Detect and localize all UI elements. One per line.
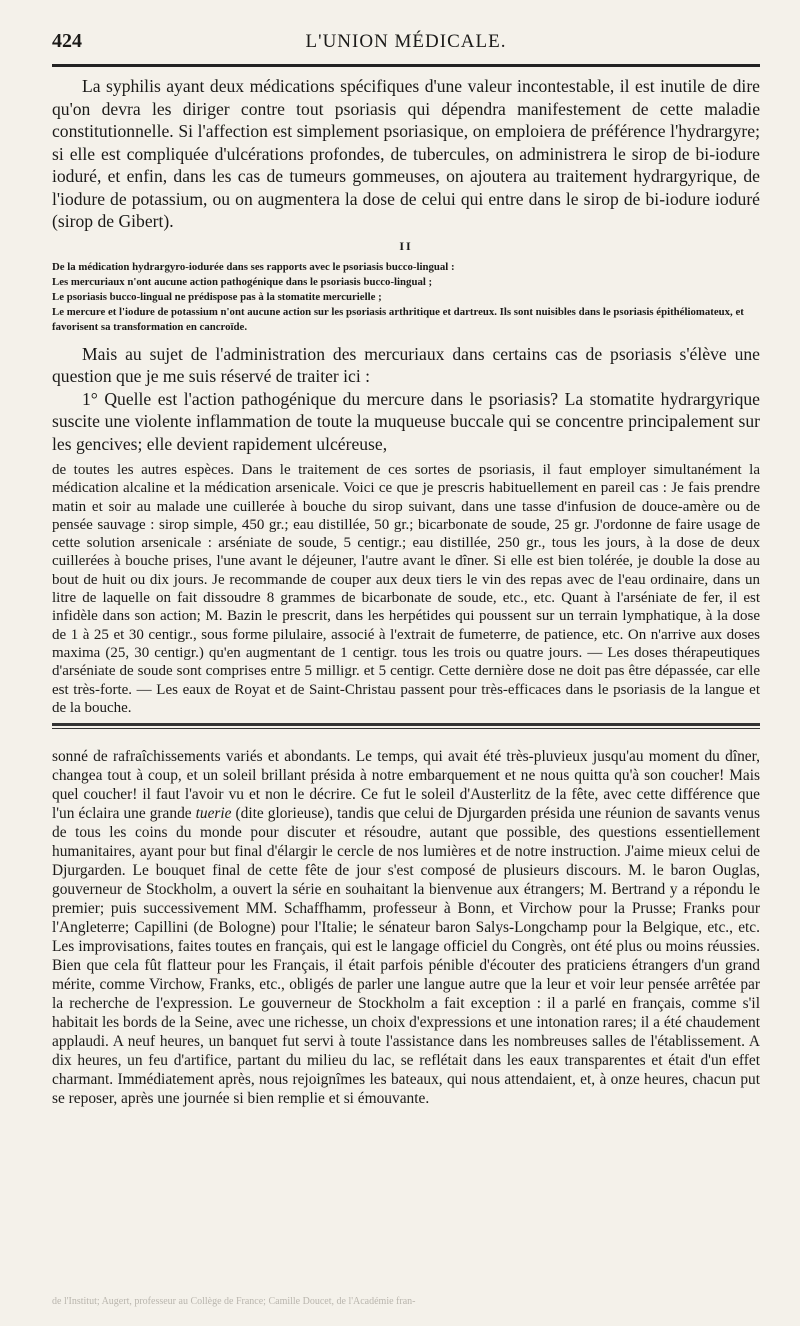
header-rule — [52, 64, 760, 67]
continuation-paragraph: de toutes les autres espèces. Dans le traitement de ces sortes de psoriasis, il faut employer simultanément la médication alcaline et la médication arsenicale. Voici ce que je prescris habituellement en pareil cas : Je fais prendre matin et soir au malade une cuillerée à bouche du sirop suivant, dans une tasse d'infusion de douce-amère ou de pensée sauvage : sirop simple, 450 gr.; eau distillée, 50 gr.; bicarbonate de soude, 25 gr. J'ordonne de faire usage de cette solution arsenicale : arséniate de soude, 5 centigr.; eau distillée, 250 gr., tous les jours, à la dose de deux cuillerées à bouche prises, l'une avant le déjeuner, l'autre avant le dîner. Si elle est bien tolérée, je double la dose au bout de huit ou dix jours. Je recommande de couper aux deux tiers le vin des repas avec de l'eau ordinaire, dans un litre de laquelle on fait dissoudre 8 grammes de bicarbonate de soude, etc., etc. Quant à l'arséniate de fer, il est infidèle dans son action; M. Bazin le prescrit, dans les herpétides qui poussent sur un terrain lymphatique, à la dose de 1 à 25 et 30 centigr., sous forme pilulaire, associé à l'extrait de fumeterre, de patience, etc. On n'arrive aux doses maxima (25, 30 centigr.) qu'en augmentant de 1 centigr. tous les trois ou quatre jours. — Les doses thérapeutiques d'arséniate de soude sont comprises entre 5 milligr. et 5 centigr. Cette dernière dose ne doit pas être dépassée, car elle est très-forte. — Les eaux de Royat et de Saint-Christau passent pour très-efficaces dans le psoriasis de la langue et de la bouche. — [52, 462, 760, 716]
feuilleton-text: (dite glorieuse), tandis que celui de Djurgarden présida une réunion de savants venus de tous les coins du monde pour discuter et résoudre, autant que possible, des questions essentiellement humanitaires, ayant pour but final d'élargir le cercle de nos lumières et de notre instruction. J'aime mieux celui de Djurgarden. Le bouquet final de cette fête de jour s'est composé de plusieurs discours. M. le baron Ouglas, gouverneur de Stockholm, a ouvert la série en souhaitant la bienvenue aux étrangers; M. Bertrand y a répondu le premier; puis successivement MM. Schaffhamm, professeur à Bonn, et Virchow pour la Prusse; Franks pour l'Angleterre; Capillini (de Bologne) pour l'Italie; le sénateur baron Salys-Longchamp pour la Belgique, etc., etc. Les improvisations, faites toutes en français, qui est le langage officiel du Congrès, ont été plus ou moins réussies. Bien que cela fût flatteur pour les Français, il était parfois pénible d'écouter des praticiens étrangers d'un grand mérite, comme Virchow, Franks, etc., obligés de parler une langue autre que la leur et voir leur pensée arrêtée par la recherche de l'expression. Le gouverneur de Stockholm a fait exception : il a parlé en français, comme s'il habitait les bords de la Seine, avec une richesse, un choix d'expressions et une intonation rares; il a été chaudement applaudi. A neuf heures, un banquet fut servi à toute l'assistance dans les nombreuses salles de l'établissement. A dix heures, un feu d'artifice, partant du milieu du lac, se reflétait dans les eaux transparentes et était d'un effet charmant. Immédiatement après, nous rejoignîmes les bateaux, qui nous attendaient, et, à onze heures, chacun put se reposer, après une journée si bien remplie et si émouvante. — [52, 805, 760, 1108]
section-paragraph: Mais au sujet de l'administration des mercuriaux dans certains cas de psoriasis s'élève une question que je me suis réservé de traiter ici : — [52, 343, 760, 386]
section-number: II — [399, 238, 413, 253]
section-summary — [52, 260, 760, 335]
summary-line: Le mercure et l'iodure de potassium n'ont aucune action sur les psoriasis arthritique et dartreux. Ils sont nuisibles dans le psoriasis épithéliomateux, et favorisent sa transformation en cancroïde. — [52, 305, 744, 333]
page-header — [52, 30, 760, 56]
feuilleton-paragraph — [52, 747, 760, 1108]
page — [52, 30, 760, 1108]
page-number: 424 — [52, 30, 82, 52]
running-head: L'UNION MÉDICALE. — [305, 31, 507, 52]
summary-line: Le psoriasis bucco-lingual ne prédispose pas à la stomatite mercurielle ; — [52, 290, 382, 303]
feuilleton-text: sonné de rafraîchissements variés et abondants. Le temps, qui avait été très-pluvieux jusqu'au moment du dîner, changea tout à coup, et un soleil brillant présida à notre embarquement et ne nous quitta qu'à son coucher! Mais quel coucher! il faut l'avoir vu et non le décrire. Ce fut le soleil d'Austerlitz de la fête, avec cette différence que l'un éclaira une grande — [52, 748, 760, 823]
intro-paragraph: La syphilis ayant deux médications spécifiques d'une valeur incontestable, il est inutile de dire qu'on devra les diriger contre tout psoriasis qui dépendra manifestement de cette maladie constitutionnelle. Si l'affection est simplement psoriasique, on emploiera de préférence l'hydrargyre; si elle est compliquée d'ulcérations profondes, de tubercules, on administrera le sirop de bi-iodure ioduré, et enfin, dans les cas de tumeurs gommeuses, on ajoutera au traitement hydrargyrique, de l'iodure de potassium, ou on augmentera la dose de celui qui entre dans le sirop de bi-iodure ioduré (sirop de Gibert). — [52, 76, 760, 231]
footer-bleed-text: de l'Institut; Augert, professeur au Collège de France; Camille Doucet, de l'Académie fran- — [52, 1296, 416, 1307]
section-paragraph: 1° Quelle est l'action pathogénique du mercure dans le psoriasis? La stomatite hydrargyrique suscite une violente inflammation de toute la muqueuse buccale qui se concentre principalement sur les gencives; elle devient rapidement ulcéreuse, — [52, 388, 760, 454]
summary-line: De la médication hydrargyro-iodurée dans ses rapports avec le psoriasis bucco-lingual : — [52, 260, 455, 273]
summary-line: Les mercuriaux n'ont aucune action pathogénique dans le psoriasis bucco-lingual ; — [52, 275, 433, 288]
feuilleton-divider — [52, 723, 760, 729]
feuilleton-italic: tuerie — [195, 805, 232, 823]
